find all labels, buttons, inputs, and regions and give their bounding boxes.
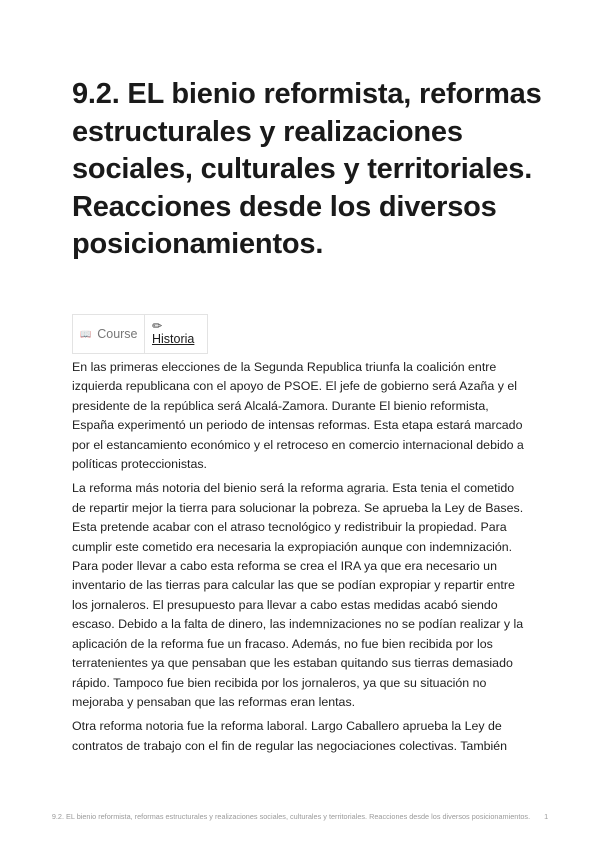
pencil-icon: ✏ bbox=[152, 318, 163, 333]
paragraph: La reforma más notoria del bienio será la reforma agraria. Esta tenia el cometido de repartir mejor la tierra para solucionar la pobreza. Se aprueba la Ley de Bases. Esta pretende acabar con el atraso tecnológico y redistribuir la propiedad. Para cumplir este cometido era necesaria la expropiación aunque con indemnización. Para poder llevar a cabo esta reforma se crea el IRA ya que era necesario un inventario de las tierras para calcular las que se podían expropiar y repartir entre los jornaleros. El presupuesto para llevar a cabo estas medidas acabó siendo escaso. Debido a la falta de dinero, las indemnizaciones no se podían realizar y la aplicación de la reforma fue un fracaso. Además, no fue bien recibida por los terratenientes ya que pensaban que les estaban quitando sus tierras demasiado rápido. Tampoco fue bien recibida por los jornaleros, ya que su situación no mejoraba y pensaban que las reformas eran lentas. bbox=[72, 481, 524, 709]
book-icon: 📖 bbox=[80, 328, 92, 339]
course-link[interactable]: Historia bbox=[152, 331, 195, 346]
footer-title: 9.2. EL bienio reformista, reformas estructurales y realizaciones sociales, culturales y territoriales. Reacciones desde los diversos posicionamientos. bbox=[51, 812, 531, 821]
page-footer bbox=[0, 812, 600, 821]
paragraph: En las primeras elecciones de la Segunda Republica triunfa la coalición entre izquierda republicana con el apoyo de PSOE. El jefe de gobierno será Azaña y el presidente de la república será Alcalá-Zamora. Durante El bienio reformista, España experimentó un periodo de intensas reformas. Esta etapa estará marcado por el estancamiento económico y el retroceso en comercio internacional debido a políticas proteccionistas. bbox=[72, 360, 524, 472]
property-key-label: Course bbox=[97, 327, 138, 341]
property-value-course[interactable] bbox=[145, 315, 207, 353]
property-key-course bbox=[73, 315, 145, 353]
page-title: 9.2. EL bienio reformista, reformas estructurales y realizaciones sociales, culturales y territoriales. Reacciones desde los diversos posicionamientos. bbox=[72, 78, 542, 260]
paragraph: Otra reforma notoria fue la reforma laboral. Largo Caballero aprueba la Ley de contratos de trabajo con el fin de regular las negociaciones colectivas. También bbox=[72, 719, 508, 753]
page-number: 1 bbox=[544, 812, 549, 821]
document-body bbox=[72, 358, 528, 761]
property-table bbox=[72, 314, 208, 354]
